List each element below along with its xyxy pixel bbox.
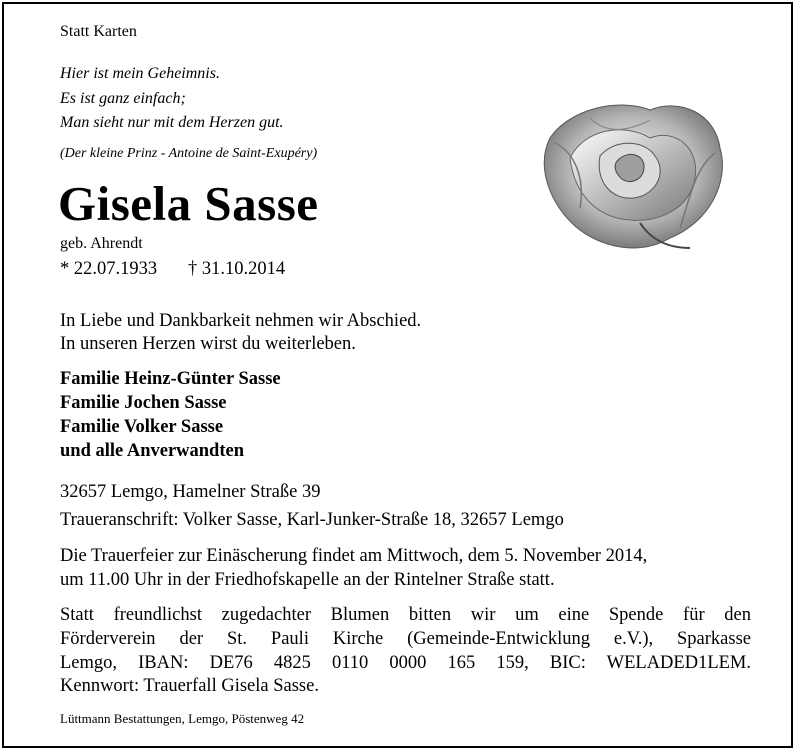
quote-line-3: Man sieht nur mit dem Herzen gut. xyxy=(60,114,284,131)
funeral-home-footer: Lüttmann Bestattungen, Lemgo, Pöstenweg 42 xyxy=(60,711,305,726)
birth-name: geb. Ahrendt xyxy=(60,235,143,252)
ceremony-line-2: um 11.00 Uhr in der Friedhofskapelle an der Rintelner Straße statt. xyxy=(60,570,555,590)
donation-line-2: Förderverein der St. Pauli Kirche (Gemeinde-Entwicklung e.V.), Sparkasse xyxy=(60,629,751,649)
family-line-3: Familie Volker Sasse xyxy=(60,417,224,437)
ceremony-line-1: Die Trauerfeier zur Einäscherung findet am Mittwoch, dem 5. November 2014, xyxy=(60,546,648,566)
family-line-4: und alle Anverwandten xyxy=(60,441,245,461)
quote-attribution: (Der kleine Prinz - Antoine de Saint-Exupéry) xyxy=(60,146,318,161)
trauer-address: Traueranschrift: Volker Sasse, Karl-Junker-Straße 18, 32657 Lemgo xyxy=(60,510,564,530)
rose-icon xyxy=(530,98,732,258)
quote-line-1: Hier ist mein Geheimnis. xyxy=(60,65,220,82)
donation-line-4: Kennwort: Trauerfall Gisela Sasse. xyxy=(60,676,319,696)
donation-line-3: Lemgo, IBAN: DE76 4825 0110 0000 165 159, BIC: WELADED1LEM. xyxy=(60,653,751,673)
family-line-1: Familie Heinz-Günter Sasse xyxy=(60,369,281,389)
message-line-1: In Liebe und Dankbarkeit nehmen wir Abschied. xyxy=(60,311,422,331)
donation-line-1: Statt freundlichst zugedachter Blumen bitten wir um eine Spende für den xyxy=(60,605,751,625)
birth-date: * 22.07.1933 xyxy=(60,259,158,279)
home-address: 32657 Lemgo, Hamelner Straße 39 xyxy=(60,482,321,502)
deceased-name: Gisela Sasse xyxy=(58,176,319,231)
message-line-2: In unseren Herzen wirst du weiterleben. xyxy=(60,334,356,354)
death-date: † 31.10.2014 xyxy=(188,259,286,279)
statt-karten-label: Statt Karten xyxy=(60,23,137,40)
family-line-2: Familie Jochen Sasse xyxy=(60,393,227,413)
quote-line-2: Es ist ganz einfach; xyxy=(60,90,186,107)
